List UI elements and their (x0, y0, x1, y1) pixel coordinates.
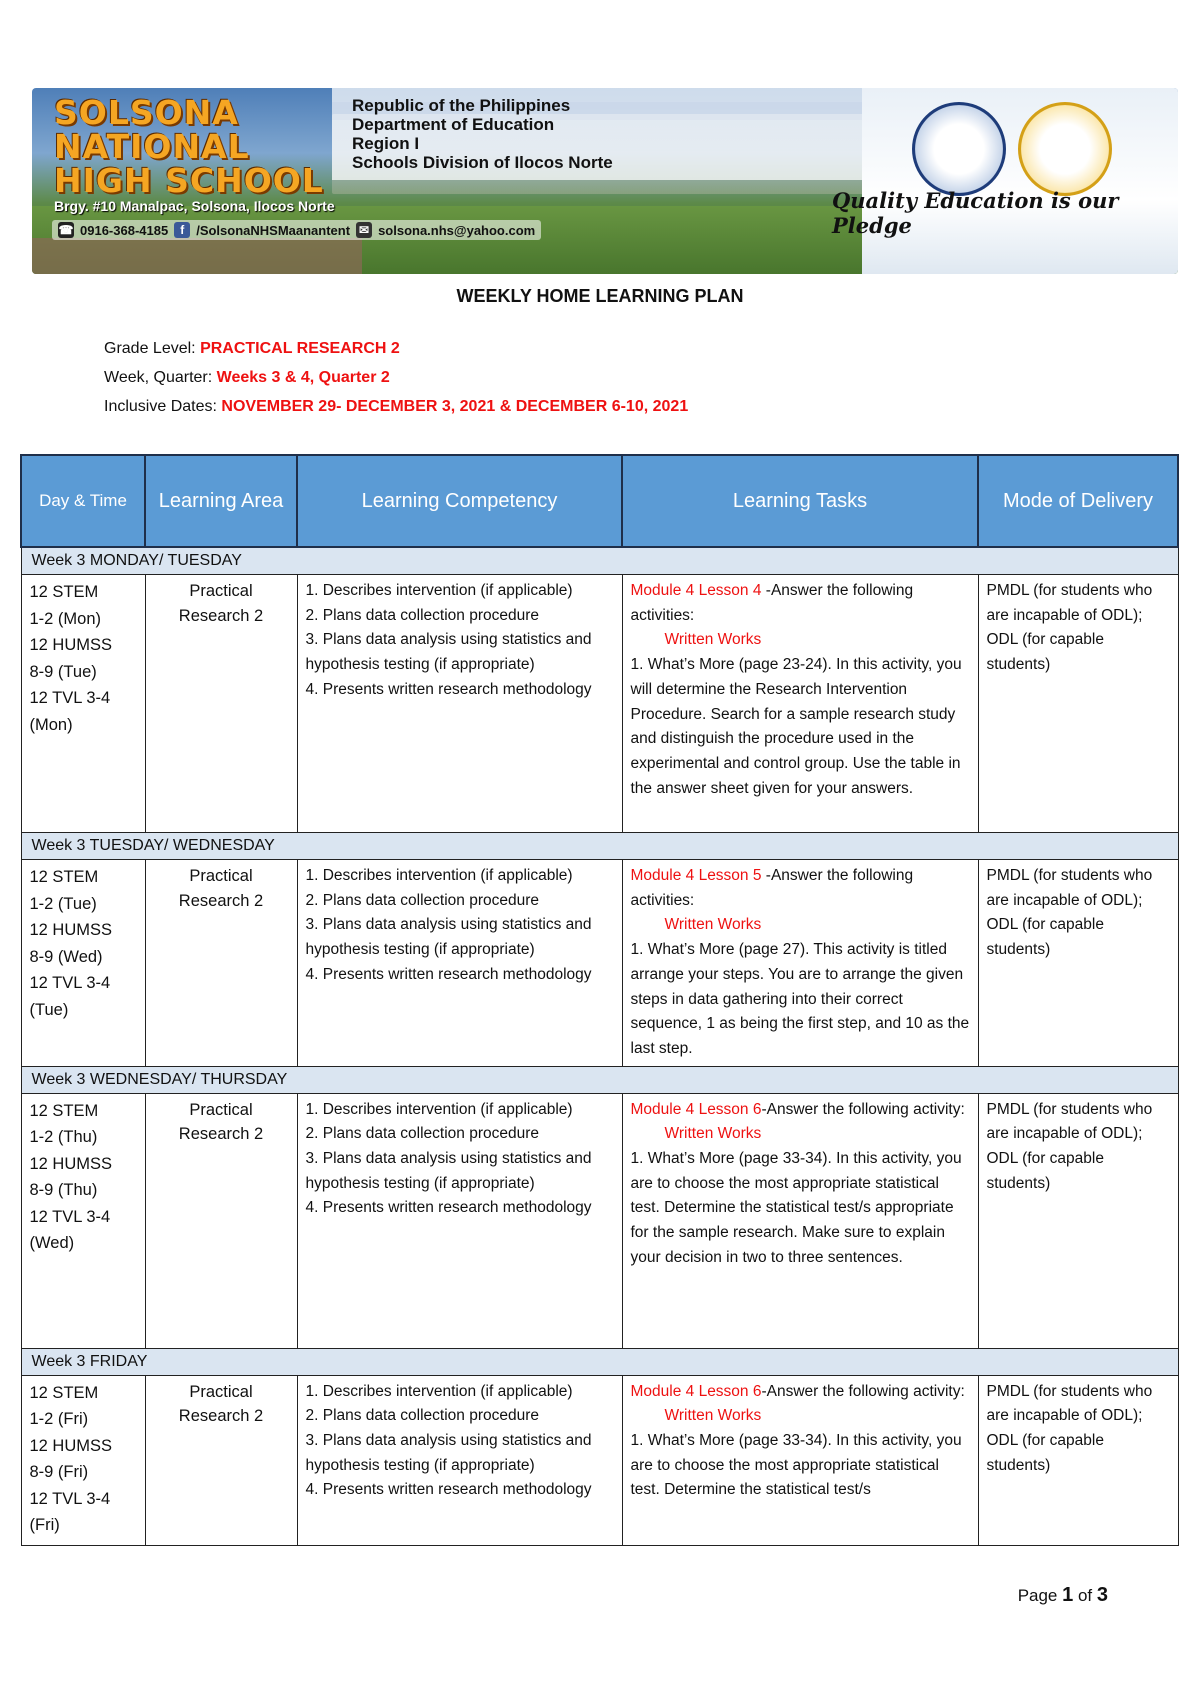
week-quarter-value: Weeks 3 & 4, Quarter 2 (216, 369, 390, 386)
task-description: 1. What’s More (page 27). This activity is titled arrange your steps. You are to arrange the given steps in data gathering into their correct sequence, 1 as being the first step, and 10 as the last step. (630, 941, 970, 1057)
task-intro (631, 579, 970, 628)
competency-item: 3. Plans data analysis using statistics and (305, 916, 592, 934)
learning-area-line: Research 2 (178, 1407, 264, 1426)
day-time-line: 12 HUMSS (29, 921, 113, 939)
day-time-line: 12 HUMSS (29, 1154, 113, 1173)
task-instruction: -Answer the following activities: (630, 582, 914, 624)
deped-seal-icon (912, 102, 1006, 196)
day-time-line: 12 TVL 3-4 (29, 689, 111, 707)
day-time-line: 12 STEM (29, 1101, 99, 1120)
mode-of-delivery-cell: PMDL (for students who are incapable of ODL); ODL (for capable students) (978, 1093, 1178, 1348)
day-time-line: 8-9 (Fri) (29, 1463, 89, 1482)
learning-area-line: Practical (189, 1382, 253, 1401)
day-time-line: 8-9 (Wed) (29, 947, 103, 966)
page-label: Page (1017, 1586, 1063, 1605)
school-name-line: SOLSONA (54, 93, 239, 132)
written-works-label: Written Works (664, 1125, 762, 1143)
school-pledge: Quality Education is our Pledge (832, 188, 1119, 238)
day-time-line: 12 HUMSS (29, 1436, 113, 1455)
header-learning-competency: Learning Competency (297, 455, 622, 547)
header-learning-tasks: Learning Tasks (622, 455, 978, 547)
week-header-row (21, 547, 1178, 575)
phone-icon: ☎ (58, 223, 74, 237)
school-seal-icon (1018, 102, 1112, 196)
mode-of-delivery-cell: PMDL (for students who are incapable of ODL); ODL (for capable students) (978, 1375, 1178, 1545)
task-intro (631, 1380, 970, 1405)
table-row (21, 575, 1178, 833)
school-address: Brgy. #10 Manalpac, Solsona, Ilocos Norte (54, 198, 335, 214)
learning-area-cell (145, 575, 297, 833)
module-lesson-label: Module 4 Lesson 6 (630, 1382, 762, 1400)
written-works-label: Written Works (664, 631, 762, 649)
table-row (21, 1093, 1178, 1348)
competency-item: 1. Describes intervention (if applicable) (305, 1100, 573, 1118)
competency-item: 1. Describes intervention (if applicable) (305, 582, 573, 599)
week-label: Week 3 TUESDAY/ WEDNESDAY (21, 833, 1178, 860)
learning-competency-cell (297, 1093, 622, 1348)
day-time-line: 8-9 (Tue) (29, 662, 97, 681)
email-icon: ✉ (356, 222, 372, 238)
week-quarter-line (104, 369, 390, 387)
banner-path (32, 238, 362, 274)
competency-item: 3. Plans data analysis using statistics and (305, 1432, 592, 1450)
day-time-line: 1-2 (Thu) (29, 1128, 98, 1147)
module-lesson-label: Module 4 Lesson 5 (630, 867, 762, 884)
learning-plan-table (20, 454, 1179, 1546)
school-name (54, 93, 324, 200)
day-time-line: 12 TVL 3-4 (29, 1489, 111, 1508)
day-time-line: (Wed) (29, 1234, 75, 1253)
week-header-row (21, 1066, 1178, 1093)
learning-area-line: Research 2 (178, 606, 264, 625)
task-instruction: -Answer the following activity: (761, 1382, 965, 1400)
day-time-line: (Fri) (29, 1516, 60, 1535)
learning-tasks-cell (622, 860, 978, 1067)
day-time-cell (21, 1093, 145, 1348)
day-time-line: 12 TVL 3-4 (29, 1207, 111, 1226)
week-quarter-label: Week, Quarter: (104, 369, 217, 386)
learning-area-line: Practical (189, 867, 253, 885)
week-label: Week 3 MONDAY/ TUESDAY (21, 547, 1178, 575)
learning-area-line: Practical (189, 582, 253, 600)
learning-area-cell (145, 1375, 297, 1545)
task-instruction: -Answer the following activity: (761, 1100, 965, 1118)
task-intro (631, 1098, 970, 1123)
written-works-label: Written Works (664, 1407, 762, 1425)
day-time-line: 12 TVL 3-4 (29, 974, 111, 992)
day-time-cell (21, 860, 145, 1067)
task-description: 1. What’s More (page 23-24). In this activity, you will determine the Research Intervention Procedure. Search for a sample research study and distinguish the procedure used in the experimental and control group. Use the table in the answer sheet given for your answers. (630, 656, 962, 797)
learning-competency-cell (297, 1375, 622, 1545)
competency-item: 4. Presents written research methodology (305, 1481, 592, 1499)
competency-item: 3. Plans data analysis using statistics and (305, 1150, 592, 1168)
table-row (21, 1375, 1178, 1545)
day-time-line: 1-2 (Tue) (29, 894, 97, 913)
header-learning-area: Learning Area (145, 455, 297, 547)
banner-right-panel (862, 88, 1178, 274)
week-label: Week 3 FRIDAY (21, 1348, 1178, 1375)
page-total: 3 (1096, 1584, 1108, 1606)
inclusive-dates-value: NOVEMBER 29- DECEMBER 3, 2021 & DECEMBER 6-10, 2021 (221, 398, 689, 415)
competency-item: 4. Presents written research methodology (305, 965, 592, 983)
gov-line: Schools Division of Ilocos Norte (352, 153, 613, 172)
learning-tasks-cell (622, 1093, 978, 1348)
task-instruction: -Answer the following activities: (630, 867, 914, 909)
school-banner (32, 88, 1178, 274)
day-time-line: 8-9 (Thu) (29, 1181, 98, 1200)
learning-area-line: Research 2 (178, 891, 264, 910)
facebook-handle: /SolsonaNHSMaanantent (196, 222, 351, 238)
day-time-line: 1-2 (Fri) (29, 1410, 89, 1429)
written-works-label: Written Works (664, 916, 762, 934)
day-time-line: 12 STEM (29, 868, 99, 886)
competency-item: hypothesis testing (if appropriate) (305, 656, 535, 674)
header-day-time: Day & Time (21, 455, 145, 547)
phone-number: 0916-368-4185 (80, 222, 169, 238)
gov-line: Region I (352, 134, 420, 153)
mode-of-delivery-cell: PMDL (for students who are incapable of ODL); ODL (for capable students) (978, 860, 1178, 1067)
day-time-line: 12 STEM (29, 1383, 99, 1402)
table-row (21, 860, 1178, 1067)
competency-item: 2. Plans data collection procedure (305, 891, 540, 909)
competency-item: hypothesis testing (if appropriate) (305, 1456, 535, 1474)
day-time-line: (Tue) (29, 1000, 69, 1019)
header-mode-of-delivery: Mode of Delivery (978, 455, 1178, 547)
learning-area-cell (145, 1093, 297, 1348)
day-time-cell (21, 575, 145, 833)
learning-area-line: Research 2 (178, 1125, 264, 1144)
day-time-cell (21, 1375, 145, 1545)
competency-item: 4. Presents written research methodology (305, 680, 592, 698)
competency-item: 2. Plans data collection procedure (305, 1407, 540, 1425)
learning-tasks-cell (622, 575, 978, 833)
page-current: 1 (1062, 1584, 1074, 1606)
competency-item: 2. Plans data collection procedure (305, 1125, 540, 1143)
competency-item: 2. Plans data collection procedure (305, 606, 540, 624)
module-lesson-label: Module 4 Lesson 4 (630, 582, 762, 599)
module-lesson-label: Module 4 Lesson 6 (630, 1100, 762, 1118)
week-header-row (21, 1348, 1178, 1375)
week-header-row (21, 833, 1178, 860)
day-time-line: 12 STEM (29, 583, 99, 601)
task-intro (631, 864, 970, 913)
day-time-line: 1-2 (Mon) (29, 609, 102, 628)
learning-competency-cell (297, 860, 622, 1067)
mode-of-delivery-cell: PMDL (for students who are incapable of ODL); ODL (for capable students) (978, 575, 1178, 833)
learning-area-line: Practical (189, 1100, 253, 1119)
document-title: WEEKLY HOME LEARNING PLAN (456, 286, 744, 306)
gov-line: Republic of the Philippines (352, 96, 571, 115)
task-description: 1. What’s More (page 33-34). In this activity, you are to choose the most appropriate statistical test. Determine the statistical test/s (630, 1432, 962, 1499)
day-time-line: 12 HUMSS (29, 636, 113, 654)
school-name-line: NATIONAL (54, 127, 250, 166)
learning-area-cell (145, 860, 297, 1067)
grade-level-label: Grade Level: (104, 340, 201, 357)
learning-competency-cell (297, 575, 622, 833)
competency-item: hypothesis testing (if appropriate) (305, 941, 535, 959)
competency-item: 1. Describes intervention (if applicable) (305, 867, 573, 884)
week-label: Week 3 WEDNESDAY/ THURSDAY (21, 1066, 1178, 1093)
grade-level-line (104, 340, 400, 358)
facebook-icon: f (174, 222, 190, 238)
inclusive-dates-line (104, 398, 688, 416)
task-description: 1. What’s More (page 33-34). In this activity, you are to choose the most appropriate statistical test. Determine the statistical test/s appropriate for the sample research. Make sure to explain your decision in two to three sentences. (630, 1150, 962, 1266)
gov-line: Department of Education (352, 115, 555, 134)
inclusive-dates-label: Inclusive Dates: (104, 398, 222, 415)
grade-level-value: PRACTICAL RESEARCH 2 (200, 340, 400, 357)
competency-item: 3. Plans data analysis using statistics and (305, 631, 592, 649)
table-header-row (21, 455, 1178, 547)
school-name-line: HIGH SCHOOL (54, 161, 324, 200)
page-of-label: of (1073, 1586, 1097, 1605)
day-time-line: (Mon) (29, 715, 73, 734)
government-heading (352, 96, 613, 172)
competency-item: 1. Describes intervention (if applicable) (305, 1382, 573, 1400)
email-address: solsona.nhs@yahoo.com (378, 222, 536, 238)
learning-tasks-cell (622, 1375, 978, 1545)
competency-item: 4. Presents written research methodology (305, 1199, 592, 1217)
competency-item: hypothesis testing (if appropriate) (305, 1174, 535, 1192)
page-number (1018, 1584, 1108, 1607)
contact-bar (52, 220, 541, 240)
